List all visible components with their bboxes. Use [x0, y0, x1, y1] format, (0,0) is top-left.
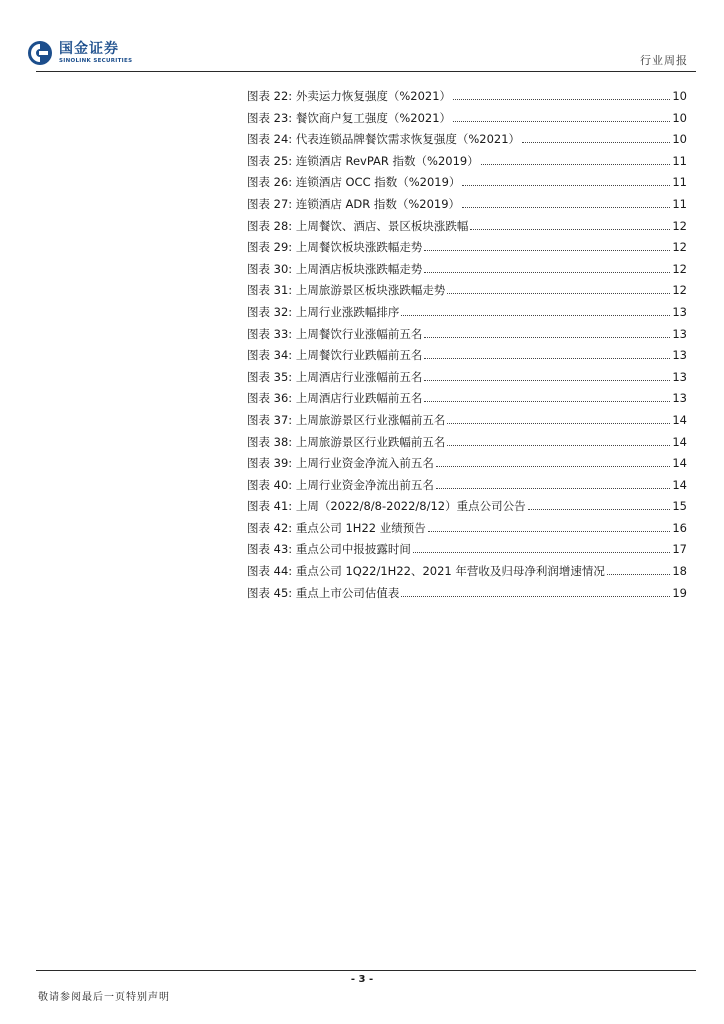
toc-entry-label: 图表 41:: [247, 499, 293, 514]
toc-entry-page: 11: [672, 196, 687, 211]
toc-leader-dots: [401, 315, 670, 316]
toc-entry-title: 重点公司 1H22 业绩预告: [295, 520, 426, 535]
toc-leader-dots: [470, 229, 670, 230]
toc-entry-label: 图表 30:: [247, 261, 293, 276]
toc-entry-title: 上周餐饮行业跌幅前五名: [295, 348, 423, 363]
toc-leader-dots: [447, 445, 670, 446]
toc-entry-label: 图表 42:: [247, 520, 293, 535]
toc-leader-dots: [428, 531, 671, 532]
toc-entry-label: 图表 43:: [247, 542, 293, 557]
toc-leader-dots: [462, 207, 670, 208]
brand-name-cn: 国金证券: [59, 41, 119, 57]
toc-leader-dots: [424, 272, 670, 273]
toc-entry-label: 图表 35:: [247, 369, 293, 384]
toc-entry-page: 12: [672, 261, 687, 276]
toc-leader-dots: [401, 596, 670, 597]
toc-entry[interactable]: [247, 369, 687, 391]
toc-entry-page: 12: [672, 283, 687, 298]
toc-entry-title: 上周（2022/8/8-2022/8/12）重点公司公告: [295, 499, 526, 514]
toc-entry-title: 外卖运力恢复强度（%2021）: [295, 89, 452, 103]
toc-entry-page: 14: [672, 477, 687, 492]
toc-entry-page: 18: [672, 564, 687, 579]
toc-entry-title: 上周行业涨跌幅排序: [295, 304, 400, 319]
toc-entry-title: 上周餐饮行业涨幅前五名: [295, 326, 423, 341]
toc-entry[interactable]: [247, 585, 687, 607]
toc-entry[interactable]: [247, 131, 687, 153]
toc-leader-dots: [424, 401, 670, 402]
toc-entry[interactable]: [247, 218, 687, 240]
toc-leader-dots: [413, 552, 671, 553]
toc-leader-dots: [481, 164, 671, 165]
toc-leader-dots: [424, 250, 670, 251]
toc-entry-title: 上周行业资金净流入前五名: [295, 456, 434, 471]
toc-entry-label: 图表 34:: [247, 348, 293, 363]
toc-entry-label: 图表 25:: [247, 153, 293, 168]
toc-entry-page: 13: [672, 348, 687, 363]
toc-entry-page: 14: [672, 412, 687, 427]
disclaimer-text: 敬请参阅最后一页特别声明: [38, 992, 170, 1003]
toc-entry[interactable]: [247, 196, 687, 218]
toc-entry-page: 12: [672, 240, 687, 255]
toc-entry-label: 图表 24:: [247, 132, 293, 147]
toc-entry-title: 重点上市公司估值表: [295, 585, 400, 600]
toc-entry-page: 10: [672, 89, 687, 103]
toc-entry[interactable]: [247, 390, 687, 412]
toc-entry-title: 连锁酒店 ADR 指数（%2019）: [295, 196, 461, 211]
toc-entry-page: 15: [672, 499, 687, 514]
toc-entry-page: 14: [672, 456, 687, 471]
toc-leader-dots: [522, 142, 670, 143]
toc-entry-label: 图表 26:: [247, 175, 293, 190]
toc-entry[interactable]: [247, 153, 687, 175]
toc-entry-label: 图表 45:: [247, 585, 293, 600]
toc-entry-page: 17: [672, 542, 687, 557]
toc-entry-page: 19: [672, 585, 687, 600]
toc-entry-title: 上周酒店板块涨跌幅走势: [295, 261, 423, 276]
toc-entry-label: 图表 29:: [247, 240, 293, 255]
toc-entry-page: 12: [672, 218, 687, 233]
toc-entry-title: 代表连锁品牌餐饮需求恢复强度（%2021）: [295, 132, 521, 147]
report-type: 行业周报: [640, 54, 688, 67]
toc-entry[interactable]: [247, 88, 687, 110]
toc-entry-title: 上周酒店行业涨幅前五名: [295, 369, 423, 384]
brand-name-en: SINOLINK SECURITIES: [59, 58, 133, 64]
footer-divider: [36, 970, 696, 971]
toc-entry[interactable]: [247, 434, 687, 456]
toc-entry[interactable]: [247, 520, 687, 542]
toc-entry[interactable]: [247, 563, 687, 585]
toc-entry-label: 图表 31:: [247, 283, 293, 298]
toc-leader-dots: [424, 337, 670, 338]
toc-entry-page: 13: [672, 326, 687, 341]
sinolink-logo-icon: [27, 40, 53, 66]
toc-entry-label: 图表 27:: [247, 196, 293, 211]
toc-entry-title: 重点公司 1Q22/1H22、2021 年营收及归母净利润增速情况: [295, 564, 605, 579]
toc-entry-page: 11: [672, 175, 687, 190]
figure-list: [247, 88, 687, 606]
toc-entry[interactable]: [247, 261, 687, 283]
toc-entry-page: 10: [672, 132, 687, 147]
toc-entry-title: 上周餐饮板块涨跌幅走势: [295, 240, 423, 255]
toc-entry-title: 上周旅游景区行业跌幅前五名: [295, 434, 446, 449]
page-header: [0, 0, 724, 80]
toc-entry-title: 上周餐饮、酒店、景区板块涨跌幅: [295, 218, 469, 233]
toc-leader-dots: [453, 99, 670, 100]
toc-entry-title: 上周行业资金净流出前五名: [295, 477, 434, 492]
toc-entry-label: 图表 40:: [247, 477, 293, 492]
toc-entry-page: 11: [672, 153, 687, 168]
toc-entry[interactable]: [247, 412, 687, 434]
toc-leader-dots: [424, 380, 670, 381]
toc-leader-dots: [447, 423, 670, 424]
toc-entry[interactable]: [247, 174, 687, 196]
toc-leader-dots: [436, 466, 671, 467]
toc-leader-dots: [447, 293, 670, 294]
toc-entry-label: 图表 44:: [247, 564, 293, 579]
toc-leader-dots: [424, 358, 670, 359]
header-divider: [36, 71, 696, 72]
toc-entry[interactable]: [247, 326, 687, 348]
toc-entry-label: 图表 37:: [247, 412, 293, 427]
toc-entry[interactable]: [247, 239, 687, 261]
toc-entry-page: 13: [672, 391, 687, 406]
toc-leader-dots: [528, 509, 671, 510]
toc-entry-title: 上周酒店行业跌幅前五名: [295, 391, 423, 406]
toc-entry-label: 图表 39:: [247, 456, 293, 471]
toc-entry-page: 13: [672, 304, 687, 319]
toc-entry[interactable]: [247, 347, 687, 369]
toc-entry-page: 16: [672, 520, 687, 535]
toc-entry-page: 10: [672, 110, 687, 125]
toc-entry-label: 图表 33:: [247, 326, 293, 341]
toc-entry-label: 图表 38:: [247, 434, 293, 449]
toc-entry-label: 图表 32:: [247, 304, 293, 319]
toc-entry[interactable]: [247, 455, 687, 477]
toc-entry-title: 上周旅游景区板块涨跌幅走势: [295, 283, 446, 298]
toc-entry[interactable]: [247, 541, 687, 563]
toc-entry-title: 连锁酒店 OCC 指数（%2019）: [295, 175, 461, 190]
toc-entry[interactable]: [247, 282, 687, 304]
toc-entry-title: 上周旅游景区行业涨幅前五名: [295, 412, 446, 427]
toc-entry-label: 图表 22:: [247, 89, 293, 103]
toc-entry[interactable]: [247, 304, 687, 326]
toc-entry[interactable]: [247, 110, 687, 132]
toc-entry[interactable]: [247, 498, 687, 520]
page-number: - 3 -: [350, 974, 374, 985]
toc-entry-title: 餐饮商户复工强度（%2021）: [295, 110, 452, 125]
toc-entry-label: 图表 28:: [247, 218, 293, 233]
toc-entry[interactable]: [247, 477, 687, 499]
toc-leader-dots: [462, 185, 670, 186]
toc-entry-title: 重点公司中报披露时间: [295, 542, 411, 557]
toc-entry-page: 14: [672, 434, 687, 449]
toc-leader-dots: [607, 574, 670, 575]
toc-entry-page: 13: [672, 369, 687, 384]
toc-entry-label: 图表 23:: [247, 110, 293, 125]
toc-leader-dots: [453, 121, 670, 122]
sinolink-logo: [27, 40, 132, 66]
toc-entry-label: 图表 36:: [247, 391, 293, 406]
toc-entry-title: 连锁酒店 RevPAR 指数（%2019）: [295, 153, 479, 168]
toc-leader-dots: [436, 488, 671, 489]
